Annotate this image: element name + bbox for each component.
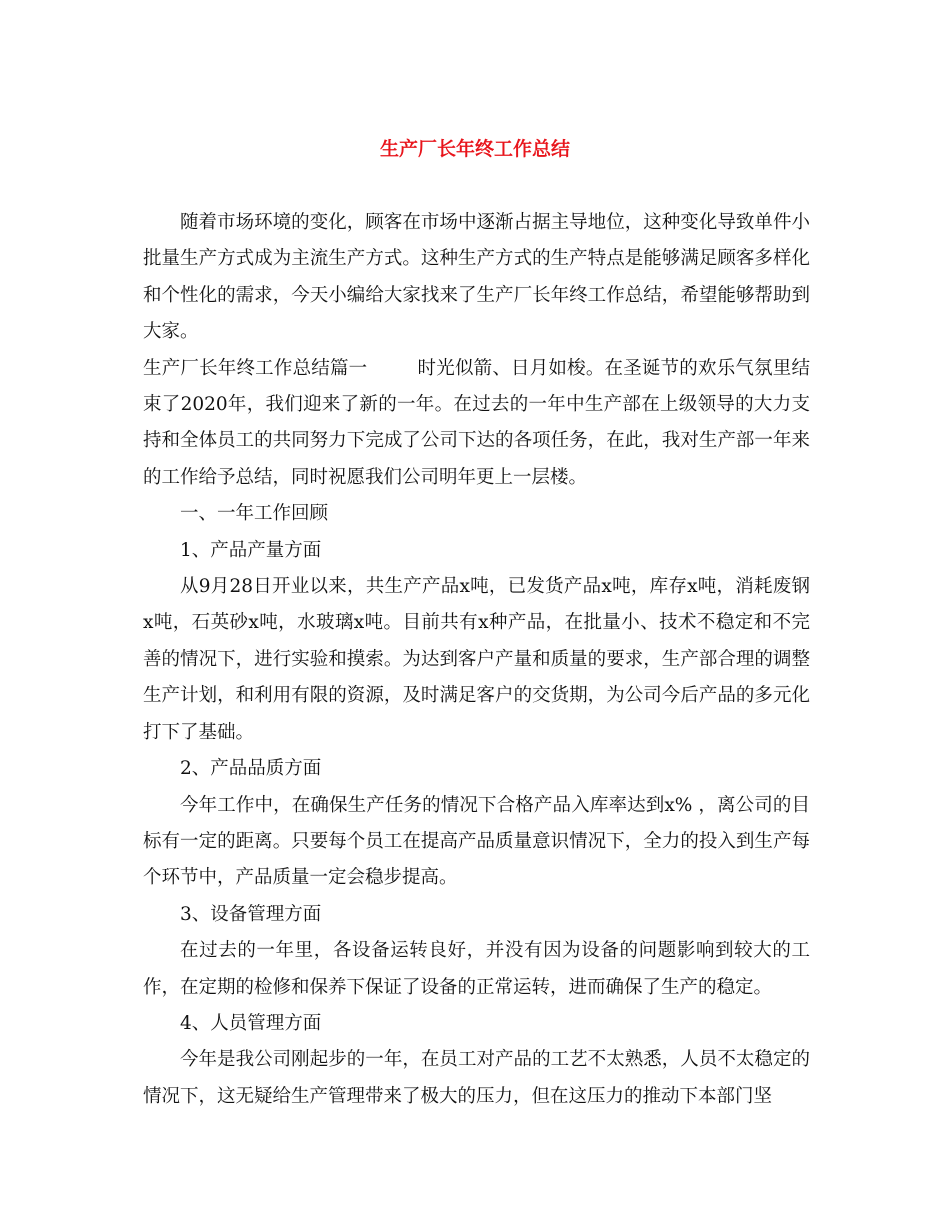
intro-paragraph: 随着市场环境的变化，顾客在市场中逐渐占据主导地位，这种变化导致单件小批量生产方式成为主流生产方式。这种生产方式的生产特点是能够满足顾客多样化和个性化的需求，今天小编给大家找来了生产厂长年终工作总结，希望能够帮助到大家。	[143, 212, 810, 343]
heading-equipment: 3、设备管理方面	[180, 903, 322, 925]
equipment-paragraph: 在过去的一年里，各设备运转良好，并没有因为设备的问题影响到较大的工作，在定期的检修和保养下保证了设备的正常运转，进而确保了生产的稳定。	[143, 940, 810, 998]
heading-output: 1、产品产量方面	[180, 539, 322, 561]
section-one-text: 时光似箭、日月如梭。在圣诞节的欢乐气氛里结束了2020年，我们迎来了新的一年。在过去的一年中生产部在上级领导的大力支持和全体员工的共同努力下完成了公司下达的各项任务，在此，我对生产部一年来的工作给予总结，同时祝愿我们公司明年更上一层楼。	[143, 357, 810, 488]
section-heading: 生产厂长年终工作总结篇一	[143, 357, 368, 379]
heading-quality: 2、产品品质方面	[180, 758, 322, 780]
section-one-paragraph	[143, 351, 810, 497]
heading-year-review: 一、一年工作回顾	[180, 503, 329, 525]
document-body	[143, 205, 810, 1115]
document-title: 生产厂长年终工作总结	[379, 138, 570, 160]
quality-paragraph: 今年工作中，在确保生产任务的情况下合格产品入库率达到x% ，离公司的目标有一定的距离。只要每个员工在提高产品质量意识情况下，全力的投入到生产每个环节中，产品质量一定会稳步提高。	[143, 794, 810, 889]
personnel-paragraph: 今年是我公司刚起步的一年，在员工对产品的工艺不太熟悉，人员不太稳定的情况下，这无疑给生产管理带来了极大的压力，但在这压力的推动下本部门坚	[143, 1049, 810, 1107]
output-paragraph: 从9月28日开业以来，共生产产品x吨，已发货产品x吨，库存x吨，消耗废钢x吨，石英砂x吨，水玻璃x吨。目前共有x种产品，在批量小、技术不稳定和不完善的情况下，进行实验和摸索。为达到客户产量和质量的要求，生产部合理的调整生产计划，和利用有限的资源，及时满足客户的交货期，为公司今后产品的多元化打下了基础。	[143, 576, 810, 743]
heading-personnel: 4、人员管理方面	[180, 1012, 322, 1034]
